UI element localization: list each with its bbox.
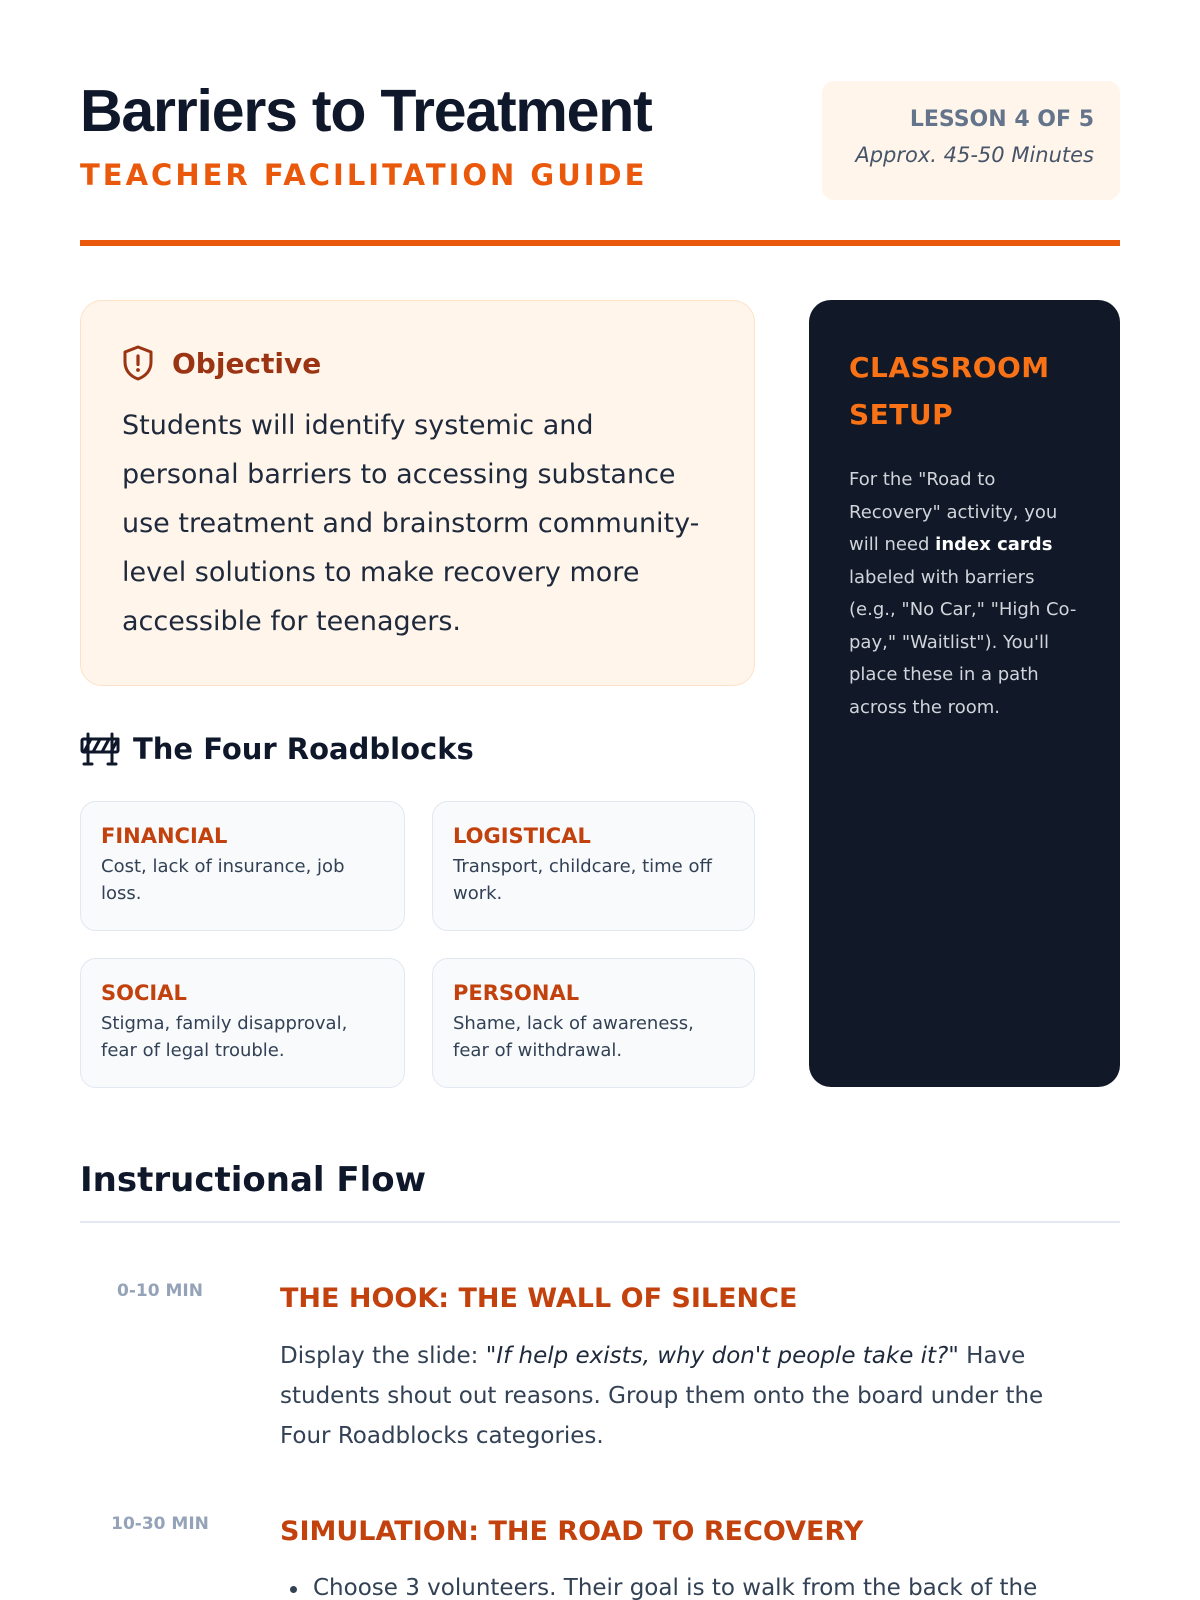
step-title: THE HOOK: THE WALL OF SILENCE <box>280 1283 798 1314</box>
lesson-duration: Approx. 45-50 Minutes <box>855 143 1094 168</box>
shield-alert-icon <box>122 345 154 381</box>
setup-title: CLASSROOM SETUP <box>849 351 1050 431</box>
roadblock-name: PERSONAL <box>453 981 580 1005</box>
step-description <box>280 1336 1080 1456</box>
roadblock-desc: Shame, lack of awareness, fear of withdrawal. <box>453 1013 694 1062</box>
roadblock-card-financial <box>80 801 405 931</box>
roadblock-card-logistical <box>432 801 755 931</box>
roadblock-barrier-icon <box>80 731 120 767</box>
step-desc-part: Display the slide: <box>280 1343 486 1369</box>
roadblock-card-social <box>80 958 405 1088</box>
roadblocks-title: The Four Roadblocks <box>133 732 474 766</box>
roadblock-card-personal <box>432 958 755 1088</box>
flow-title: Instructional Flow <box>80 1160 427 1200</box>
roadblock-name: SOCIAL <box>101 981 187 1005</box>
roadblock-name: LOGISTICAL <box>453 824 591 848</box>
page-title: Barriers to Treatment <box>80 78 652 144</box>
step-title: SIMULATION: THE ROAD TO RECOVERY <box>280 1516 864 1547</box>
objective-title: Objective <box>172 346 322 380</box>
step-desc-part: Have students shout out reasons. Group them onto the board under the Four Roadblocks categories. <box>280 1343 1044 1449</box>
guide-page <box>80 0 1120 1600</box>
roadblocks-header <box>80 729 474 769</box>
setup-text-part: For the "Road to Recovery" activity, you will need <box>849 469 1058 555</box>
objective-text: Students will identify systemic and personal barriers to accessing substance use treatment and brainstorm community-level solutions to make recovery more accessible for teenagers. <box>122 410 700 637</box>
page-subtitle: TEACHER FACILITATION GUIDE <box>80 158 648 192</box>
header-divider <box>80 240 1120 246</box>
lesson-number: LESSON 4 OF 5 <box>909 107 1094 132</box>
step-time: 10-30 MIN <box>111 1514 209 1534</box>
objective-header <box>122 343 714 383</box>
step-bullet-list <box>280 1568 1100 1600</box>
roadblock-desc: Stigma, family disapproval, fear of legal trouble. <box>101 1013 348 1062</box>
setup-text-emphasis: index cards <box>935 534 1053 555</box>
setup-text-part: labeled with barriers (e.g., "No Car," "High Co-pay," "Waitlist"). You'll place these in a path across the room. <box>849 566 1077 718</box>
classroom-setup-panel <box>809 300 1120 1087</box>
lesson-info-box <box>822 81 1120 200</box>
list-item: Choose 3 volunteers. Their goal is to walk from the back of the <box>280 1568 1100 1600</box>
roadblock-desc: Cost, lack of insurance, job loss. <box>101 856 345 905</box>
objective-card <box>80 300 755 686</box>
step-time: 0-10 MIN <box>117 1281 203 1301</box>
setup-text <box>849 464 1084 724</box>
flow-divider <box>80 1221 1120 1223</box>
roadblock-desc: Transport, childcare, time off work. <box>453 856 712 905</box>
roadblock-name: FINANCIAL <box>101 824 228 848</box>
step-desc-quote: "If help exists, why don't people take it?" <box>485 1343 959 1369</box>
